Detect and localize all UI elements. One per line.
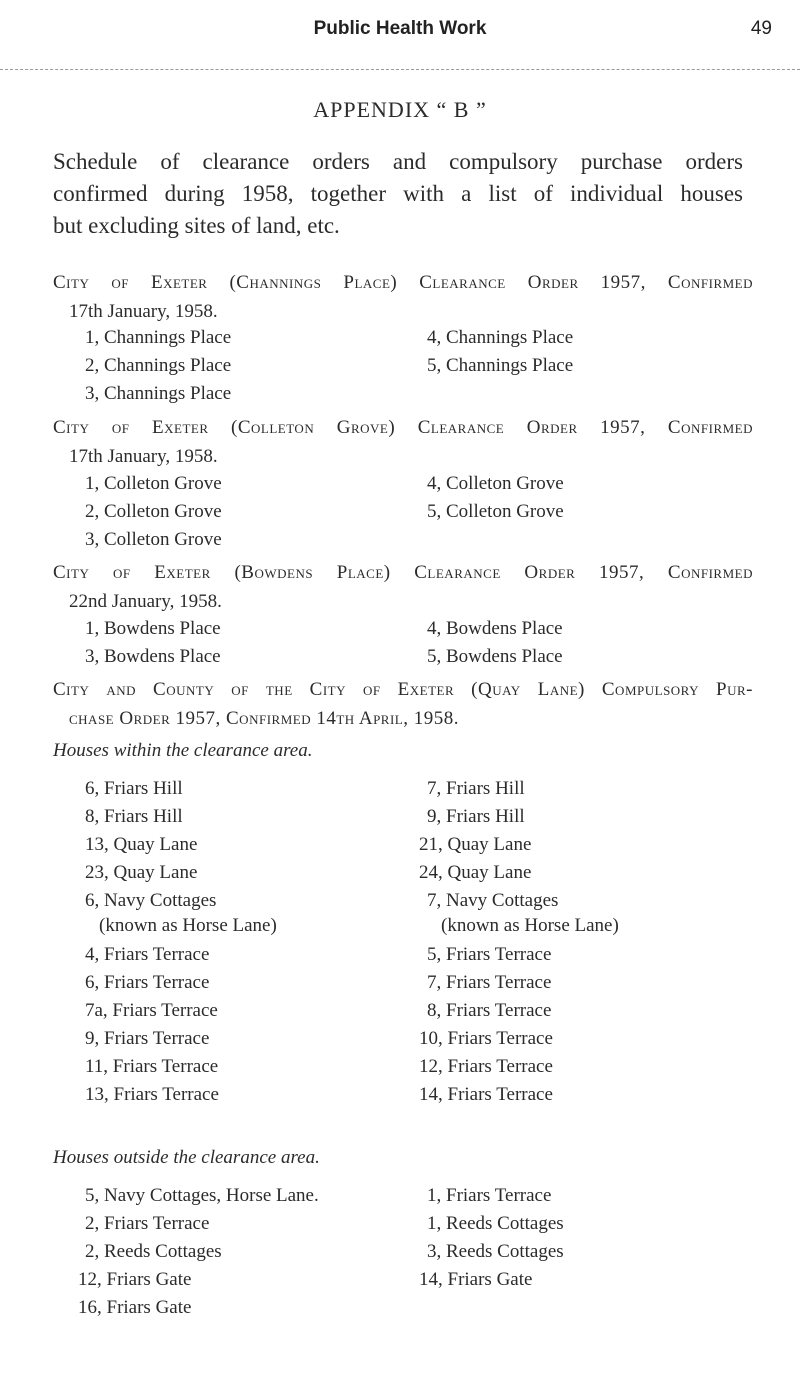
list-item: 5, Friars Terrace	[427, 944, 552, 965]
list-item: 7a, Friars Terrace	[85, 1000, 218, 1021]
list-item: 7, Navy Cottages	[427, 890, 559, 911]
list-item: 16, Friars Gate	[78, 1297, 192, 1318]
order-heading-colleton	[53, 413, 753, 471]
list-item: 2, Colleton Grove	[85, 501, 222, 522]
header-divider	[0, 69, 800, 70]
intro-paragraph	[53, 146, 743, 242]
order-heading-line: chase Order 1957, Confirmed 14th April, 1958.	[69, 708, 460, 729]
list-item: 11, Friars Terrace	[85, 1056, 219, 1077]
house-list-right	[427, 324, 573, 380]
list-item: 23, Quay Lane	[85, 862, 198, 883]
list-item: 2, Channings Place	[85, 355, 232, 376]
house-list-right	[427, 615, 563, 671]
within-clearance-heading: Houses within the clearance area.	[53, 740, 313, 761]
list-item: 4, Friars Terrace	[85, 944, 210, 965]
list-item: 9, Friars Terrace	[85, 1028, 210, 1049]
order-heading-line: City and County of the City of Exeter (Quay Lane) Compulsory Pur-	[53, 679, 753, 700]
intro-line: Schedule of clearance orders and compulsory purchase orders	[53, 149, 743, 174]
list-item: 7, Friars Terrace	[427, 972, 552, 993]
list-item: 8, Friars Terrace	[427, 1000, 552, 1021]
list-item: 24, Quay Lane	[419, 862, 532, 883]
known-as-note: (known as Horse Lane)	[441, 915, 619, 936]
list-item: 3, Bowdens Place	[85, 646, 221, 667]
house-list-left	[85, 470, 222, 554]
order-date-line: 17th January, 1958.	[69, 446, 218, 467]
list-item: 14, Friars Gate	[419, 1269, 533, 1290]
list-item: 3, Colleton Grove	[85, 529, 222, 550]
list-item: 6, Navy Cottages	[85, 890, 217, 911]
list-item: 3, Channings Place	[85, 383, 232, 404]
list-item: 1, Channings Place	[85, 327, 232, 348]
order-heading-channings	[53, 268, 753, 326]
list-item: 2, Reeds Cottages	[85, 1241, 222, 1262]
list-item: 5, Channings Place	[427, 355, 574, 376]
known-as-note: (known as Horse Lane)	[99, 915, 277, 936]
list-item: 1, Bowdens Place	[85, 618, 221, 639]
list-item: 13, Friars Terrace	[85, 1084, 219, 1105]
list-item: 12, Friars Terrace	[419, 1056, 553, 1077]
list-item: 4, Channings Place	[427, 327, 574, 348]
outside-clearance-heading: Houses outside the clearance area.	[53, 1147, 320, 1168]
order-date-line: 17th January, 1958.	[69, 301, 218, 322]
order-heading-line: City of Exeter (Bowdens Place) Clearance Order 1957, Confirmed	[53, 562, 753, 583]
list-item: 8, Friars Hill	[85, 806, 183, 827]
order-heading-line: City of Exeter (Channings Place) Clearance Order 1957, Confirmed	[53, 272, 753, 293]
list-item: 4, Bowdens Place	[427, 618, 563, 639]
list-item: 1, Friars Terrace	[427, 1185, 552, 1206]
order-heading-bowdens	[53, 558, 753, 616]
list-item: 9, Friars Hill	[427, 806, 525, 827]
list-item: 7, Friars Hill	[427, 778, 525, 799]
page-number: 49	[750, 18, 772, 39]
order-heading-line: City of Exeter (Colleton Grove) Clearance Order 1957, Confirmed	[53, 417, 753, 438]
house-list-left	[85, 615, 221, 671]
list-item: 21, Quay Lane	[419, 834, 532, 855]
list-item: 1, Reeds Cottages	[427, 1213, 564, 1234]
list-item: 12, Friars Gate	[78, 1269, 192, 1290]
order-date-line: 22nd January, 1958.	[69, 591, 222, 612]
list-item: 5, Bowdens Place	[427, 646, 563, 667]
list-item: 6, Friars Hill	[85, 778, 183, 799]
list-item: 6, Friars Terrace	[85, 972, 210, 993]
list-item: 13, Quay Lane	[85, 834, 198, 855]
appendix-title: APPENDIX “ B ”	[313, 97, 487, 122]
list-item: 5, Colleton Grove	[427, 501, 564, 522]
list-item: 10, Friars Terrace	[419, 1028, 553, 1049]
running-title: Public Health Work	[313, 18, 487, 39]
list-item: 14, Friars Terrace	[419, 1084, 553, 1105]
list-item: 1, Colleton Grove	[85, 473, 222, 494]
list-item: 3, Reeds Cottages	[427, 1241, 564, 1262]
page-header	[0, 18, 800, 52]
list-item: 5, Navy Cottages, Horse Lane.	[85, 1185, 319, 1206]
list-item: 4, Colleton Grove	[427, 473, 564, 494]
house-list-left	[85, 324, 231, 408]
list-item: 2, Friars Terrace	[85, 1213, 210, 1234]
house-list-right	[427, 470, 564, 526]
intro-line: confirmed during 1958, together with a list of individual houses	[53, 181, 743, 206]
order-heading-quay-lane	[53, 675, 753, 733]
intro-line: but excluding sites of land, etc.	[53, 213, 340, 238]
